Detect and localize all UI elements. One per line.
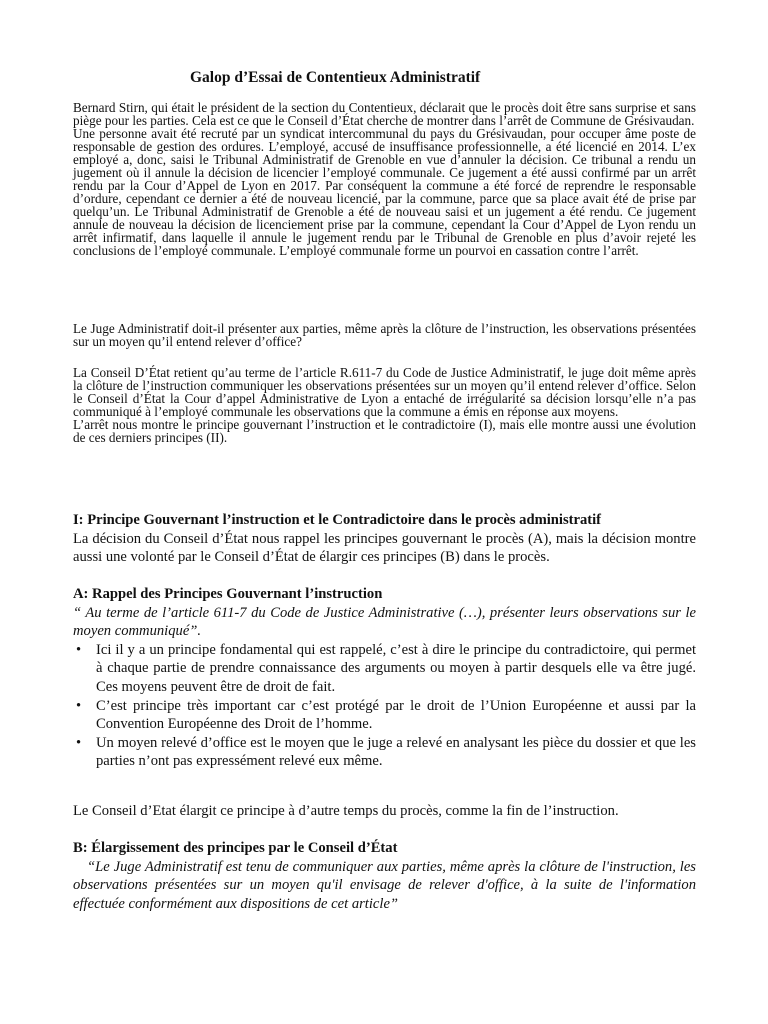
part-1-intro: La décision du Conseil d’État nous rappel les principes gouvernant le procès (A), mais la décision montre aussi une volonté par le Conseil d’État de élargir ces principes (B) dans le procès. (73, 530, 696, 566)
section-a-heading: A: Rappel des Principes Gouvernant l’instruction (73, 586, 383, 602)
section-b-quote: “Le Juge Administratif est tenu de communiquer aux parties, même après la clôture de l'instruction, les observations présentées sur un moyen qu'il envisage de relever d'office, à la suite de l'information effectuée conformément aux dispositions de cet article” (73, 858, 696, 912)
part-1-section (73, 511, 696, 567)
facts-paragraph: Une personne avait été recruté par un syndicat intercommunal du pays du Grésivaudan, pour occuper âme poste de responsable de gestion des ordures. L’employé, accusé de insuffisance professionnelle, a été licencié en 2014. L’ex employé a, donc, saisi le Tribunal Administratif de Grenoble en vue d’annuler la décision. Ce tribunal a rendu un jugement où il annule la décision de licencier l’employé communale. Ce jugement a été aussi confirmé par un arrêt rendu par la Cour d’Appel de Lyon en 2017. Par conséquent la commune a été forcé de reprendre le responsable d’ordure, cependant ce dernier a été de nouveau licencié, par la commune, parce que sa place avait été de prise par quelqu’un. Le Tribunal Administratif de Grenoble a été de nouveau saisi et un jugement a été rendu. Ce jugement annule de nouveau la décision de licenciement prise par la commune, cependant la Cour d’Appel de Lyon rendu un arrêt infirmatif, dans laquelle il annule le jugement rendu par le Tribunal de Grenoble en plus d’avoir rejeté les conclusions de l’employé communale. L’employé communale forme un pourvoi en cassation contre l’arrêt. (73, 126, 696, 258)
section-a-closing: Le Conseil d’Etat élargit ce principe à d’autre temps du procès, comme la fin de l’instruction. (73, 803, 619, 819)
document-title: Galop d’Essai de Contentieux Administratif (190, 69, 481, 86)
holding-section (73, 366, 696, 444)
list-item: • Ici il y a un principe fondamental qui est rappelé, c’est à dire le principe du contradictoire, qui permet à chaque partie de prendre connaissance des arguments ou moyen à partir desquels elle va être jugé. Ces moyens peuvent être de droit de fait. (73, 641, 696, 697)
section-b-heading: B: Élargissement des principes par le Conseil d’État (73, 840, 398, 856)
holding-paragraph: La Conseil D’État retient qu’au terme de l’article R.611-7 du Code de Justice Administratif, le juge doit même après la clôture de l’instruction communiquer les observations présentées sur un moyen qu’il entend relever d’office. Selon le Conseil d’État la Cour d’appel Administrative de Lyon a entaché de irrégularité sa décision lorsqu’elle n’a pas communiqué à l’employé communale les observations que la commune a émis en réponse aux moyens. (73, 365, 696, 419)
section-a-quote: “ Au terme de l’article 611-7 du Code de Justice Administrative (…), présenter leurs observations sur le moyen communiqué”. (73, 604, 696, 640)
legal-question: Le Juge Administratif doit-il présenter aux parties, même après la clôture de l’instruction, les observations présentées sur un moyen qu’il entend relever d’office? (73, 321, 696, 349)
intro-section (73, 101, 696, 257)
plan-announcement: L’arrêt nous montre le principe gouvernant l’instruction et le contradictoire (I), mais elle montre aussi une évolution de ces derniers principes (II). (73, 417, 696, 445)
section-b (73, 839, 696, 913)
list-item: • C’est principe très important car c’est protégé par le droit de l’Union Européenne et aussi par la Convention Européenne des Droit de l’homme. (73, 697, 696, 734)
intro-paragraph-1: Bernard Stirn, qui était le président de la section du Contentieux, déclarait que le procès doit être sans surprise et sans piège pour les parties. Cela est ce que le Conseil d’État cherche de montrer dans l’arrêt de Commune de Grésivaudan. (73, 100, 696, 128)
section-a-bullet-list (73, 641, 696, 771)
list-item: • Un moyen relevé d’office est le moyen que le juge a relevé en analysant les pièce du dossier et que les parties n’ont pas expressément relevé eux même. (73, 734, 696, 771)
section-a (73, 585, 696, 771)
part-1-heading: I: Principe Gouvernant l’instruction et le Contradictoire dans le procès administratif (73, 512, 602, 528)
